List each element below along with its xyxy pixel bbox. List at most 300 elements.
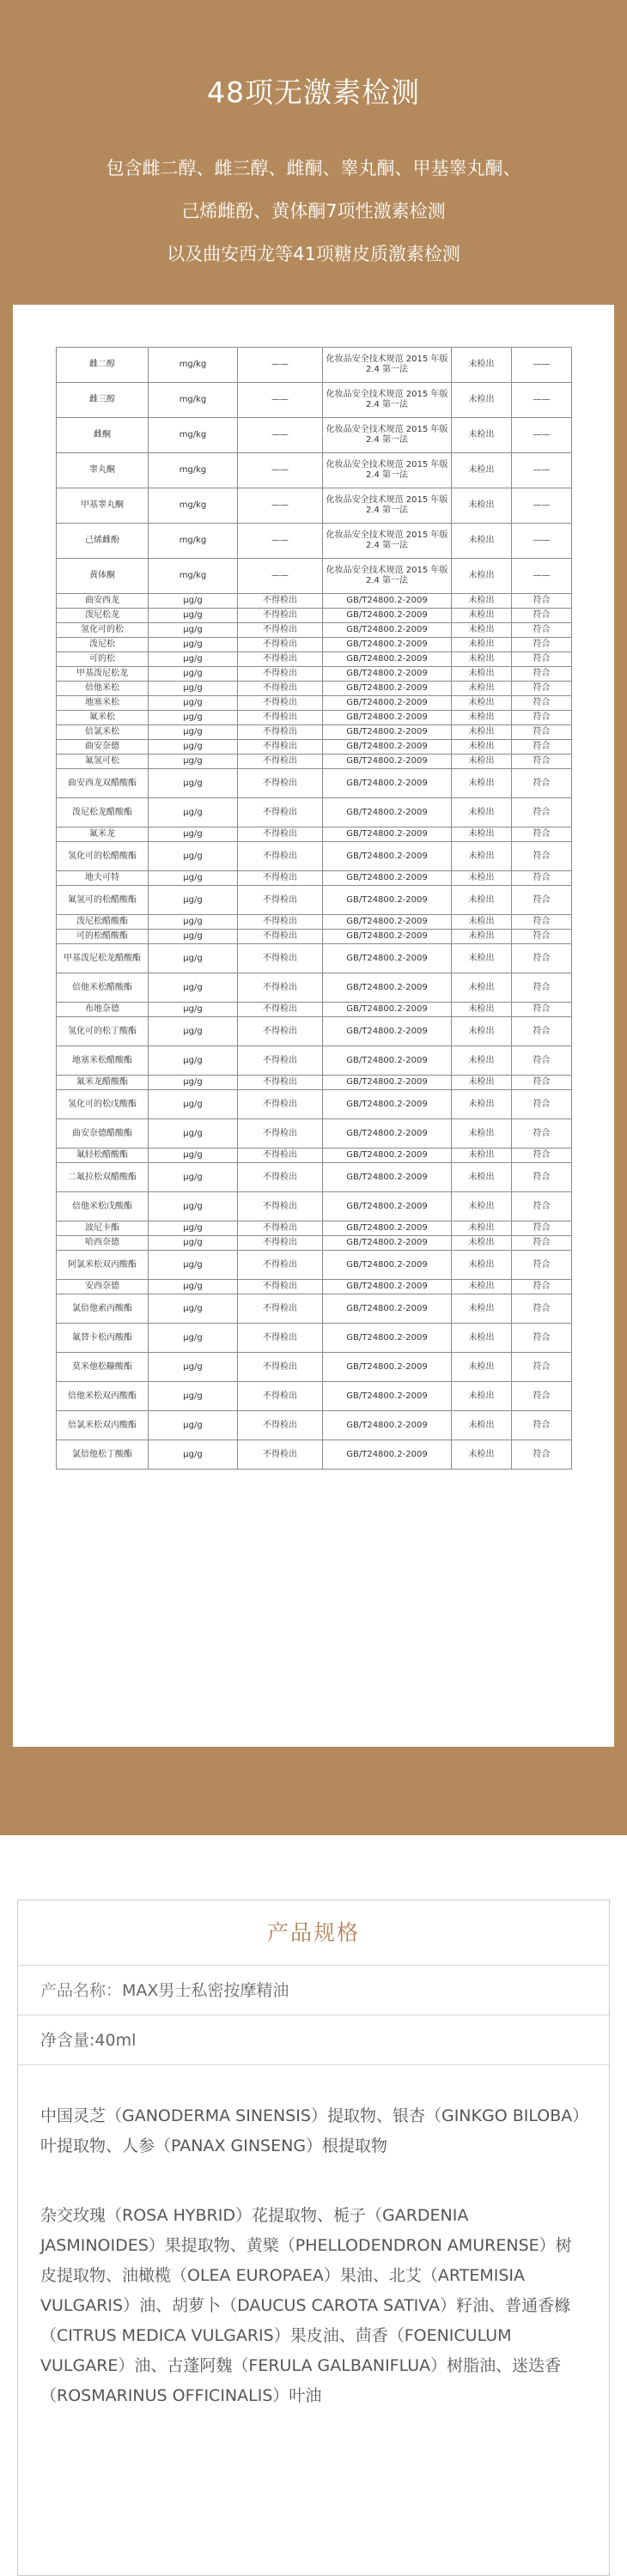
cell-verdict: 符合: [512, 1163, 572, 1192]
table-row: [57, 609, 572, 623]
cell-unit: μg/g: [149, 638, 238, 652]
table-row: [57, 1221, 572, 1236]
cell-name: 可的松醋酸酯: [57, 930, 149, 944]
cell-method: 化妆品安全技术规范 2015 年版 2.4 第一法: [323, 559, 452, 594]
cell-method: GB/T24800.2-2009: [323, 652, 452, 667]
cell-name: 倍氯米松: [57, 725, 149, 740]
cell-limit: 不得检出: [238, 1236, 323, 1251]
cell-limit: 不得检出: [238, 1440, 323, 1470]
table-row: [57, 453, 572, 488]
cell-method: GB/T24800.2-2009: [323, 1192, 452, 1221]
cell-verdict: 符合: [512, 1046, 572, 1076]
cell-result: 未检出: [452, 944, 512, 973]
cell-unit: μg/g: [149, 915, 238, 930]
cell-result: 未检出: [452, 1411, 512, 1440]
cell-result: 未检出: [452, 827, 512, 842]
cell-name: 黄体酮: [57, 559, 149, 594]
table-row: [57, 418, 572, 453]
table-row: [57, 1003, 572, 1017]
banner-subtitle-line-3: 以及曲安西龙等41项糖皮质激素检测: [167, 244, 460, 264]
cell-result: 未检出: [452, 1280, 512, 1294]
cell-limit: ——: [238, 524, 323, 559]
cell-name: 氢化可的松: [57, 623, 149, 638]
cell-limit: 不得检出: [238, 930, 323, 944]
cell-method: GB/T24800.2-2009: [323, 842, 452, 871]
cell-limit: 不得检出: [238, 944, 323, 973]
cell-method: GB/T24800.2-2009: [323, 1076, 452, 1090]
cell-result: 未检出: [452, 973, 512, 1003]
cell-unit: μg/g: [149, 1251, 238, 1280]
net-volume-row: 净含量:40ml: [18, 2015, 609, 2065]
table-row: [57, 1280, 572, 1294]
cell-limit: 不得检出: [238, 1046, 323, 1076]
table-row: [57, 1411, 572, 1440]
cell-verdict: 符合: [512, 594, 572, 609]
cell-unit: mg/kg: [149, 488, 238, 524]
cell-result: 未检出: [452, 594, 512, 609]
cell-verdict: 符合: [512, 769, 572, 798]
table-row: [57, 740, 572, 755]
cell-unit: μg/g: [149, 1046, 238, 1076]
cell-verdict: 符合: [512, 1119, 572, 1149]
cell-name: 甲基泼尼松龙: [57, 667, 149, 682]
cell-result: 未检出: [452, 1076, 512, 1090]
cell-method: 化妆品安全技术规范 2015 年版 2.4 第一法: [323, 453, 452, 488]
table-row: [57, 638, 572, 652]
cell-verdict: 符合: [512, 1382, 572, 1411]
cell-result: 未检出: [452, 740, 512, 755]
cell-unit: μg/g: [149, 769, 238, 798]
cell-method: GB/T24800.2-2009: [323, 827, 452, 842]
cell-verdict: 符合: [512, 1003, 572, 1017]
cell-limit: 不得检出: [238, 798, 323, 827]
cell-limit: ——: [238, 453, 323, 488]
cell-method: 化妆品安全技术规范 2015 年版 2.4 第一法: [323, 524, 452, 559]
cell-result: 未检出: [452, 886, 512, 915]
cell-limit: 不得检出: [238, 842, 323, 871]
cell-unit: mg/kg: [149, 524, 238, 559]
cell-method: GB/T24800.2-2009: [323, 667, 452, 682]
cell-name: 雌二醇: [57, 348, 149, 383]
cell-name: 氟米松: [57, 711, 149, 725]
cell-verdict: 符合: [512, 1090, 572, 1119]
cell-limit: 不得检出: [238, 1280, 323, 1294]
cell-verdict: ——: [512, 453, 572, 488]
table-row: [57, 915, 572, 930]
cell-method: GB/T24800.2-2009: [323, 1149, 452, 1163]
cell-limit: 不得检出: [238, 1324, 323, 1353]
cell-method: GB/T24800.2-2009: [323, 1046, 452, 1076]
cell-method: 化妆品安全技术规范 2015 年版 2.4 第一法: [323, 418, 452, 453]
cell-name: 曲安奈德醋酸酯: [57, 1119, 149, 1149]
cell-limit: 不得检出: [238, 886, 323, 915]
cell-result: 未检出: [452, 383, 512, 418]
product-name-label: 产品名称：: [40, 1981, 123, 2000]
table-row: [57, 383, 572, 418]
cell-unit: μg/g: [149, 1440, 238, 1470]
cell-limit: 不得检出: [238, 1017, 323, 1046]
cell-unit: μg/g: [149, 1119, 238, 1149]
table-row: [57, 623, 572, 638]
cell-unit: μg/g: [149, 1236, 238, 1251]
cell-limit: 不得检出: [238, 1294, 323, 1324]
table-row: [57, 488, 572, 524]
cell-result: 未检出: [452, 1236, 512, 1251]
table-row: [57, 1294, 572, 1324]
cell-verdict: 符合: [512, 798, 572, 827]
cell-limit: 不得检出: [238, 769, 323, 798]
table-row: [57, 696, 572, 711]
cell-unit: μg/g: [149, 755, 238, 769]
cell-verdict: 符合: [512, 1149, 572, 1163]
cell-name: 安西奈德: [57, 1280, 149, 1294]
table-row: [57, 725, 572, 740]
cell-verdict: 符合: [512, 652, 572, 667]
cell-result: 未检出: [452, 725, 512, 740]
table-row: [57, 930, 572, 944]
cell-verdict: ——: [512, 348, 572, 383]
cell-limit: 不得检出: [238, 827, 323, 842]
cell-limit: 不得检出: [238, 1119, 323, 1149]
cell-name: 雌三醇: [57, 383, 149, 418]
cell-verdict: 符合: [512, 1076, 572, 1090]
cell-verdict: 符合: [512, 1221, 572, 1236]
cell-limit: 不得检出: [238, 1003, 323, 1017]
cell-verdict: 符合: [512, 871, 572, 886]
banner-subtitle-line-2: 己烯雌酚、黄体酮7项性激素检测: [181, 201, 446, 221]
test-report-table: [56, 347, 572, 1470]
cell-name: 氯倍他松丁酸酯: [57, 1440, 149, 1470]
product-spec-panel: [17, 1900, 610, 2576]
table-row: [57, 1353, 572, 1382]
cell-name: 氢化可的松戊酸酯: [57, 1090, 149, 1119]
cell-result: 未检出: [452, 418, 512, 453]
cell-unit: μg/g: [149, 1003, 238, 1017]
cell-method: GB/T24800.2-2009: [323, 682, 452, 696]
cell-name: 雌酮: [57, 418, 149, 453]
cell-unit: μg/g: [149, 1294, 238, 1324]
cell-method: GB/T24800.2-2009: [323, 1251, 452, 1280]
cell-result: 未检出: [452, 638, 512, 652]
table-row: [57, 682, 572, 696]
table-row: [57, 1149, 572, 1163]
cell-unit: μg/g: [149, 1353, 238, 1382]
cell-method: GB/T24800.2-2009: [323, 1017, 452, 1046]
cell-result: 未检出: [452, 798, 512, 827]
cell-unit: μg/g: [149, 725, 238, 740]
cell-unit: mg/kg: [149, 383, 238, 418]
cell-unit: μg/g: [149, 842, 238, 871]
cell-result: 未检出: [452, 871, 512, 886]
cell-name: 甲基泼尼松龙醋酸酯: [57, 944, 149, 973]
cell-method: GB/T24800.2-2009: [323, 740, 452, 755]
cell-limit: 不得检出: [238, 638, 323, 652]
cell-limit: ——: [238, 418, 323, 453]
cell-verdict: 符合: [512, 696, 572, 711]
cell-verdict: ——: [512, 383, 572, 418]
cell-method: GB/T24800.2-2009: [323, 1236, 452, 1251]
cell-verdict: 符合: [512, 973, 572, 1003]
cell-verdict: 符合: [512, 623, 572, 638]
cell-result: 未检出: [452, 1251, 512, 1280]
cell-verdict: 符合: [512, 1236, 572, 1251]
cell-name: 地塞米松醋酸酯: [57, 1046, 149, 1076]
cell-verdict: 符合: [512, 1353, 572, 1382]
cell-verdict: 符合: [512, 886, 572, 915]
cell-limit: 不得检出: [238, 1411, 323, 1440]
cell-verdict: 符合: [512, 667, 572, 682]
cell-unit: μg/g: [149, 1163, 238, 1192]
cell-limit: 不得检出: [238, 1353, 323, 1382]
cell-result: 未检出: [452, 1017, 512, 1046]
cell-verdict: 符合: [512, 711, 572, 725]
cell-limit: 不得检出: [238, 725, 323, 740]
cell-verdict: 符合: [512, 755, 572, 769]
table-row: [57, 871, 572, 886]
cell-verdict: 符合: [512, 740, 572, 755]
cell-result: 未检出: [452, 1003, 512, 1017]
cell-method: GB/T24800.2-2009: [323, 1411, 452, 1440]
table-row: [57, 944, 572, 973]
ingredients-paragraph-2: 杂交玫瑰（ROSA HYBRID）花提取物、栀子（GARDENIA JASMINOIDES）果提取物、黄檗（PHELLODENDRON AMURENSE）树皮提取物、油橄榄（OLEA EUROPAEA）果油、北艾（ARTEMISIA VULGARIS）油、胡萝卜（DAUCUS CAROTA SATIVA）籽油、普通香橼（CITRUS MEDICA VULGARIS）果皮油、茴香（FOENICULUM VULGARE）油、古蓬阿魏（FERULA GALBANIFLUA）树脂油、迷迭香（ROSMARINUS OFFICINALIS）叶油: [40, 2206, 572, 2405]
cell-unit: μg/g: [149, 1324, 238, 1353]
cell-limit: 不得检出: [238, 1192, 323, 1221]
cell-unit: μg/g: [149, 696, 238, 711]
cell-name: 睾丸酮: [57, 453, 149, 488]
cell-unit: μg/g: [149, 973, 238, 1003]
cell-method: GB/T24800.2-2009: [323, 1119, 452, 1149]
cell-method: GB/T24800.2-2009: [323, 871, 452, 886]
cell-unit: μg/g: [149, 1221, 238, 1236]
cell-verdict: 符合: [512, 1440, 572, 1470]
cell-limit: 不得检出: [238, 609, 323, 623]
cell-result: 未检出: [452, 623, 512, 638]
cell-verdict: 符合: [512, 1251, 572, 1280]
cell-verdict: 符合: [512, 682, 572, 696]
cell-result: 未检出: [452, 453, 512, 488]
cell-result: 未检出: [452, 930, 512, 944]
cell-limit: 不得检出: [238, 871, 323, 886]
table-row: [57, 1192, 572, 1221]
cell-unit: mg/kg: [149, 559, 238, 594]
cell-method: GB/T24800.2-2009: [323, 973, 452, 1003]
cell-verdict: 符合: [512, 915, 572, 930]
cell-result: 未检出: [452, 348, 512, 383]
cell-method: GB/T24800.2-2009: [323, 1090, 452, 1119]
cell-result: 未检出: [452, 1294, 512, 1324]
cell-method: GB/T24800.2-2009: [323, 769, 452, 798]
table-row: [57, 1076, 572, 1090]
cell-verdict: 符合: [512, 1192, 572, 1221]
cell-name: 二氟拉松双醋酸酯: [57, 1163, 149, 1192]
cell-unit: μg/g: [149, 682, 238, 696]
cell-limit: 不得检出: [238, 1076, 323, 1090]
cell-unit: μg/g: [149, 886, 238, 915]
cell-unit: μg/g: [149, 827, 238, 842]
ingredients-paragraph-1: 中国灵芝（GANODERMA SINENSIS）提取物、银杏（GINKGO BILOBA）叶提取物、人参（PANAX GINSENG）根提取物: [40, 2106, 581, 2155]
cell-name: 曲安奈德: [57, 740, 149, 755]
cell-limit: 不得检出: [238, 755, 323, 769]
cell-method: 化妆品安全技术规范 2015 年版 2.4 第一法: [323, 488, 452, 524]
cell-limit: 不得检出: [238, 682, 323, 696]
cell-method: GB/T24800.2-2009: [323, 1003, 452, 1017]
cell-name: 泼尼松: [57, 638, 149, 652]
cell-limit: ——: [238, 383, 323, 418]
cell-method: GB/T24800.2-2009: [323, 623, 452, 638]
cell-result: 未检出: [452, 1090, 512, 1119]
table-row: [57, 1324, 572, 1353]
cell-limit: ——: [238, 559, 323, 594]
product-name-row: [18, 1966, 609, 2015]
cell-name: 氟轻松醋酸酯: [57, 1149, 149, 1163]
cell-method: GB/T24800.2-2009: [323, 915, 452, 930]
cell-result: 未检出: [452, 1163, 512, 1192]
cell-result: 未检出: [452, 559, 512, 594]
table-row: [57, 1046, 572, 1076]
cell-method: GB/T24800.2-2009: [323, 725, 452, 740]
cell-name: 倍他米松双丙酸酯: [57, 1382, 149, 1411]
cell-unit: μg/g: [149, 623, 238, 638]
cell-unit: mg/kg: [149, 453, 238, 488]
cell-unit: mg/kg: [149, 418, 238, 453]
cell-limit: 不得检出: [238, 973, 323, 1003]
cell-name: 甲基睾丸酮: [57, 488, 149, 524]
cell-verdict: 符合: [512, 1324, 572, 1353]
cell-verdict: 符合: [512, 944, 572, 973]
cell-limit: 不得检出: [238, 1382, 323, 1411]
table-row: [57, 1119, 572, 1149]
table-row: [57, 524, 572, 559]
cell-unit: μg/g: [149, 930, 238, 944]
cell-verdict: 符合: [512, 842, 572, 871]
cell-result: 未检出: [452, 488, 512, 524]
cell-method: GB/T24800.2-2009: [323, 696, 452, 711]
cell-unit: μg/g: [149, 1090, 238, 1119]
cell-limit: 不得检出: [238, 1149, 323, 1163]
cell-method: GB/T24800.2-2009: [323, 1163, 452, 1192]
cell-method: GB/T24800.2-2009: [323, 944, 452, 973]
product-name-value: MAX男士私密按摩精油: [122, 1981, 289, 2000]
cell-limit: 不得检出: [238, 915, 323, 930]
cell-unit: μg/g: [149, 1280, 238, 1294]
cell-name: 氟米龙醋酸酯: [57, 1076, 149, 1090]
cell-method: GB/T24800.2-2009: [323, 638, 452, 652]
table-row: [57, 1236, 572, 1251]
spec-title: 产品规格: [18, 1900, 609, 1966]
cell-result: 未检出: [452, 1149, 512, 1163]
cell-unit: μg/g: [149, 1382, 238, 1411]
cell-verdict: 符合: [512, 638, 572, 652]
cell-name: 莫米他松糠酸酯: [57, 1353, 149, 1382]
cell-name: 氟氢可的松醋酸酯: [57, 886, 149, 915]
cell-result: 未检出: [452, 1353, 512, 1382]
cell-result: 未检出: [452, 915, 512, 930]
table-row: [57, 1017, 572, 1046]
table-row: [57, 1163, 572, 1192]
cell-unit: μg/g: [149, 871, 238, 886]
cell-result: 未检出: [452, 696, 512, 711]
banner-subtitle-line-1: 包含雌二醇、雌三醇、雌酮、睾丸酮、甲基睾丸酮、: [106, 158, 521, 179]
cell-limit: ——: [238, 348, 323, 383]
table-row: [57, 594, 572, 609]
cell-result: 未检出: [452, 667, 512, 682]
table-row: [57, 1251, 572, 1280]
cell-method: GB/T24800.2-2009: [323, 1294, 452, 1324]
cell-method: GB/T24800.2-2009: [323, 798, 452, 827]
table-row: [57, 886, 572, 915]
cell-name: 曲安西龙双醋酸酯: [57, 769, 149, 798]
cell-method: GB/T24800.2-2009: [323, 1324, 452, 1353]
cell-name: 氟氢可松: [57, 755, 149, 769]
cell-unit: μg/g: [149, 1411, 238, 1440]
cell-unit: mg/kg: [149, 348, 238, 383]
cell-result: 未检出: [452, 1382, 512, 1411]
cell-verdict: 符合: [512, 930, 572, 944]
cell-name: 倍他米松醋酸酯: [57, 973, 149, 1003]
cell-name: 地塞米松: [57, 696, 149, 711]
cell-unit: μg/g: [149, 594, 238, 609]
cell-verdict: ——: [512, 488, 572, 524]
cell-name: 可的松: [57, 652, 149, 667]
cell-name: 布地奈德: [57, 1003, 149, 1017]
table-row: [57, 769, 572, 798]
cell-name: 阿氯米松双丙酸酯: [57, 1251, 149, 1280]
table-row: [57, 348, 572, 383]
cell-limit: 不得检出: [238, 594, 323, 609]
cell-unit: μg/g: [149, 1017, 238, 1046]
cell-result: 未检出: [452, 524, 512, 559]
cell-name: 哈西奈德: [57, 1236, 149, 1251]
table-row: [57, 842, 572, 871]
cell-result: 未检出: [452, 1440, 512, 1470]
cell-name: 氟替卡松丙酸酯: [57, 1324, 149, 1353]
table-row: [57, 798, 572, 827]
cell-result: 未检出: [452, 1324, 512, 1353]
cell-method: 化妆品安全技术规范 2015 年版 2.4 第一法: [323, 383, 452, 418]
cell-result: 未检出: [452, 609, 512, 623]
cell-result: 未检出: [452, 769, 512, 798]
cell-result: 未检出: [452, 1221, 512, 1236]
cell-result: 未检出: [452, 755, 512, 769]
table-row: [57, 652, 572, 667]
cell-name: 氢化可的松醋酸酯: [57, 842, 149, 871]
cell-name: 氯倍他索丙酸酯: [57, 1294, 149, 1324]
cell-limit: 不得检出: [238, 1251, 323, 1280]
cell-name: 地夫可特: [57, 871, 149, 886]
cell-limit: 不得检出: [238, 1221, 323, 1236]
cell-limit: 不得检出: [238, 1090, 323, 1119]
cell-method: GB/T24800.2-2009: [323, 711, 452, 725]
cell-verdict: 符合: [512, 1280, 572, 1294]
cell-name: 倍他米松戊酸酯: [57, 1192, 149, 1221]
cell-verdict: 符合: [512, 609, 572, 623]
cell-limit: 不得检出: [238, 711, 323, 725]
cell-verdict: 符合: [512, 1411, 572, 1440]
cell-verdict: 符合: [512, 725, 572, 740]
cell-unit: μg/g: [149, 798, 238, 827]
cell-unit: μg/g: [149, 652, 238, 667]
banner-title: 48项无激素检测: [207, 76, 420, 109]
table-row: [57, 1382, 572, 1411]
cell-unit: μg/g: [149, 944, 238, 973]
cell-name: 泼尼松醋酸酯: [57, 915, 149, 930]
cell-method: GB/T24800.2-2009: [323, 1353, 452, 1382]
cell-result: 未检出: [452, 1046, 512, 1076]
table-row: [57, 1090, 572, 1119]
cell-unit: μg/g: [149, 667, 238, 682]
cell-name: 泼尼松龙: [57, 609, 149, 623]
cell-verdict: 符合: [512, 1017, 572, 1046]
